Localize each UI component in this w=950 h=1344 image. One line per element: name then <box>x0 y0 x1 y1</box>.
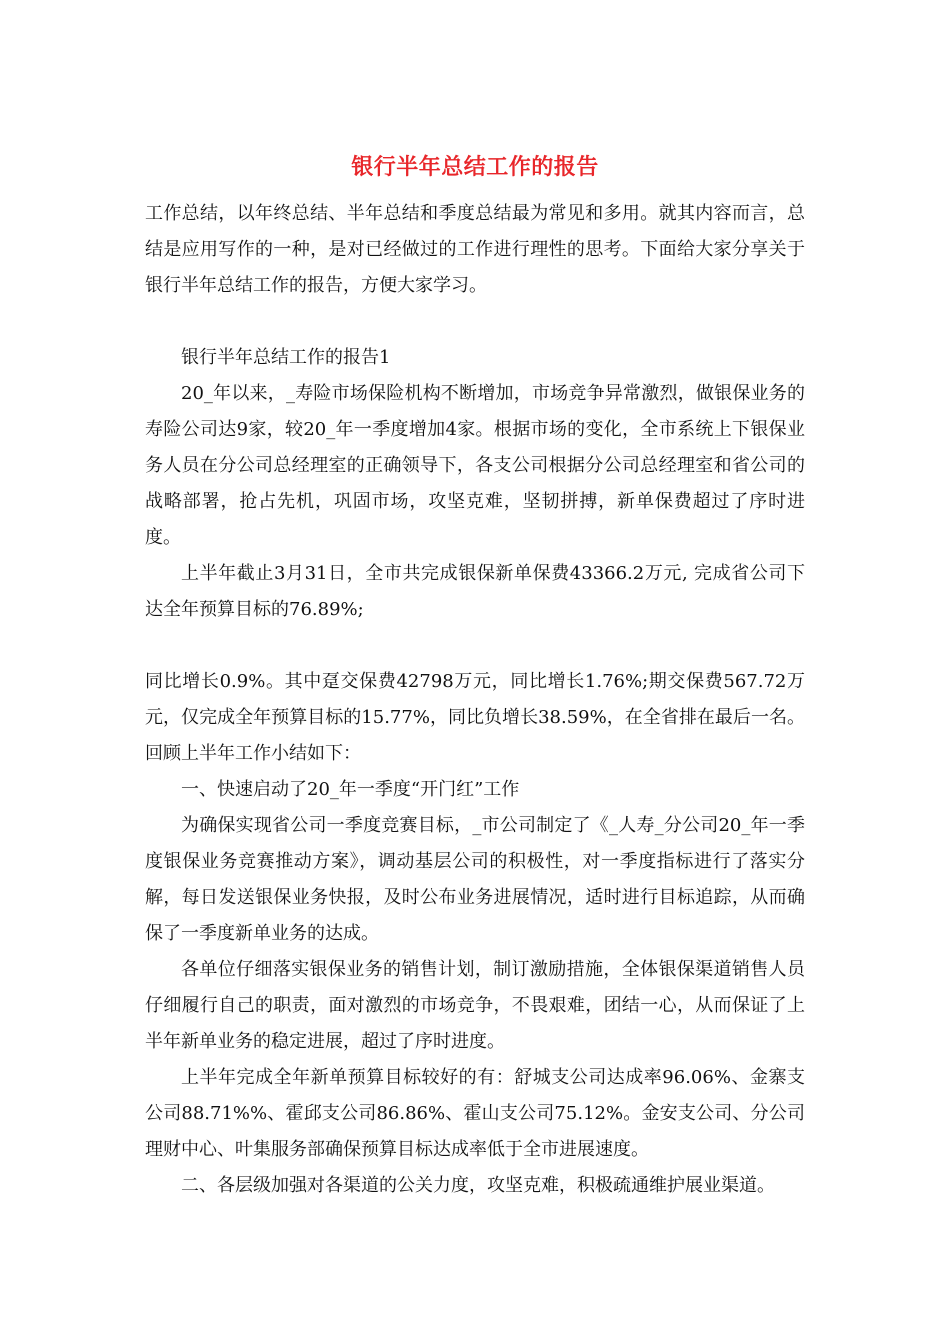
intro-paragraph: 工作总结，以年终总结、半年总结和季度总结最为常见和多用。就其内容而言，总结是应用写作的一种，是对已经做过的工作进行理性的思考。下面给大家分享关于银行半年总结工作的报告，方便大家学习。 <box>145 203 805 296</box>
section-heading-report-1: 银行半年总结工作的报告1 <box>181 347 391 368</box>
paragraph-q1-premium: 上半年截止3月31日，全市共完成银保新单保费43366.2万元, 完成省公司下达全年预算目标的76.89%; <box>145 563 805 620</box>
paragraph-growth-figures: 同比增长0.9%。其中趸交保费42798万元，同比增长1.76%;期交保费567.72万元，仅完成全年预算目标的15.77%，同比负增长38.59%，在全省排在最后一名。回顾上半年工作小结如下： <box>145 671 805 764</box>
paragraph-branch-results: 上半年完成全年新单预算目标较好的有：舒城支公司达成率96.06%、金寨支公司88.71%%、霍邱支公司86.86%、霍山支公司75.12%。金安支公司、分公司理财中心、叶集服务部确保预算目标达成率低于全市进展速度。 <box>145 1067 805 1160</box>
document-title: 银行半年总结工作的报告 <box>351 154 599 180</box>
paragraph-market-overview: 20_年以来，_寿险市场保险机构不断增加，市场竞争异常激烈，做银保业务的寿险公司达9家，较20_年一季度增加4家。根据市场的变化，全市系统上下银保业务人员在分公司总经理室的正确领导下，各支公司根据分公司总经理室和省公司的战略部署，抢占先机，巩固市场，攻坚克难，坚韧拼搏，新单保费超过了序时进度。 <box>145 383 805 548</box>
paragraph-sales-plan: 各单位仔细落实银保业务的销售计划，制订激励措施，全体银保渠道销售人员仔细履行自己的职责，面对激烈的市场竞争，不畏艰难，团结一心，从而保证了上半年新单业务的稳定进展，超过了序时进度。 <box>145 959 805 1052</box>
paragraph-competition-plan: 为确保实现省公司一季度竞赛目标，_市公司制定了《_人寿_分公司20_年一季度银保业务竞赛推动方案》，调动基层公司的积极性，对一季度指标进行了落实分解，每日发送银保业务快报，及时公布业务进展情况，适时进行目标追踪，从而确保了一季度新单业务的达成。 <box>145 815 805 944</box>
section-heading-kickoff: 一、快速启动了20_年一季度“开门红”工作 <box>181 779 520 800</box>
section-heading-channels: 二、各层级加强对各渠道的公关力度，攻坚克难，积极疏通维护展业渠道。 <box>181 1175 775 1196</box>
